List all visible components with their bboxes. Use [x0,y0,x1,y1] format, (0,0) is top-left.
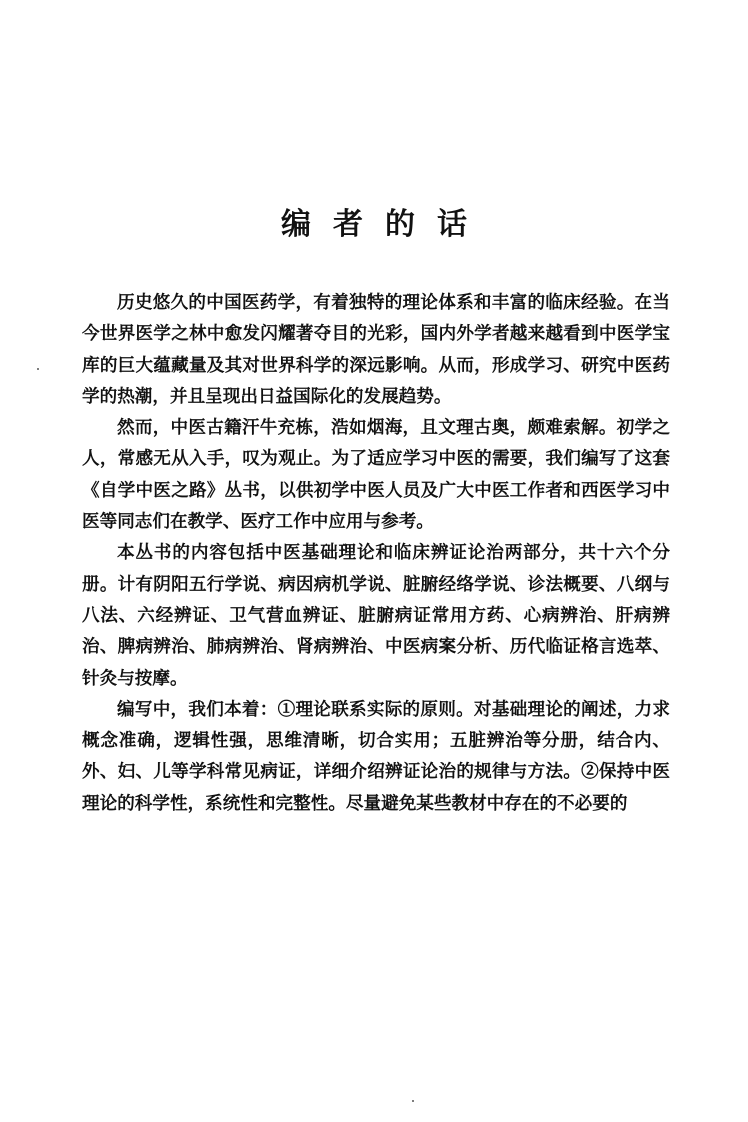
page-title: 编者的话 [281,207,489,242]
scan-speck [37,368,39,370]
paragraph-2: 然而，中医古籍汗牛充栋，浩如烟海，且文理古奥，颇难索解。初学之人，常感无从入手，叹为观止。为了适应学习中医的需要，我们编写了这套《自学中医之路》丛书，以供初学中医人员及广大中医工作者和西医学习中医等同志们在教学、医疗工作中应用与参考。 [82,417,670,533]
paragraph-1: 历史悠久的中国医药学，有着独特的理论体系和丰富的临床经验。在当今世界医学之林中愈发闪耀著夺目的光彩，国内外学者越来越看到中医学宝库的巨大蕴藏量及其对世界科学的深远影响。从而，形成学习、研究中医药学的热潮，并且呈现出日益国际化的发展趋势。 [82,292,670,407]
paragraph-3: 本丛书的内容包括中医基础理论和临床辨证论治两部分，共十六个分册。计有阴阳五行学说、病因病机学说、脏腑经络学说、诊法概要、八纲与八法、六经辨证、卫气营血辨证、脏腑病证常用方药、心病辨治、肝病辨治、脾病辨治、肺病辨治、肾病辨治、中医病案分析、历代临证格言选萃、针灸与按摩。 [82,542,670,689]
scan-speck [412,1100,414,1102]
body-text [82,287,670,819]
paragraph-4: 编写中，我们本着：①理论联系实际的原则。对基础理论的阐述，力求概念准确，逻辑性强，思维清晰，切合实用；五脏辨治等分册，结合内、外、妇、儿等学科常见病证，详细介绍辨证论治的规律与方法。②保持中医理论的科学性，系统性和完整性。尽量避免某些教材中存在的不必要的 [82,698,670,814]
